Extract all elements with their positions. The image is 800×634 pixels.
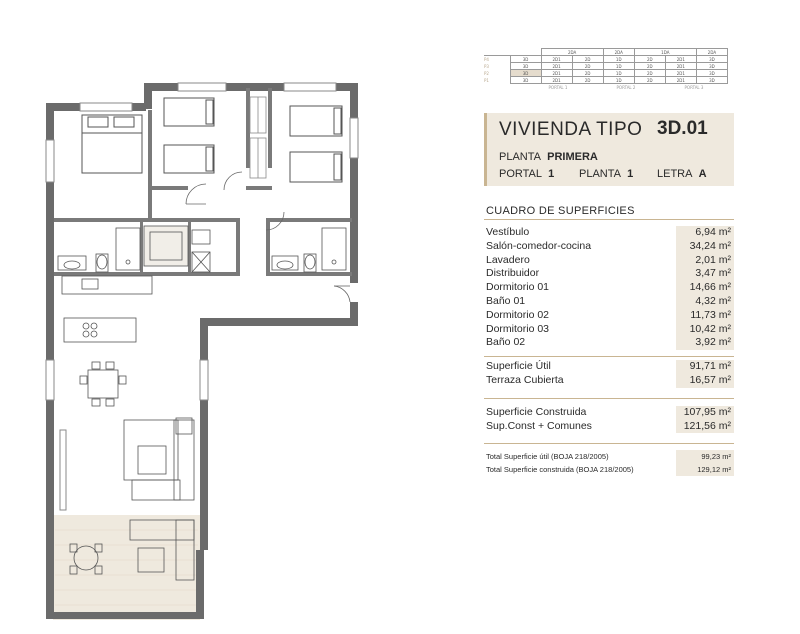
portal-label: PORTAL 3 (684, 85, 704, 90)
bed-double (82, 115, 142, 173)
room-row: Lavadero 2,01 m² (484, 254, 734, 268)
room-row: Distribuidor 3,47 m² (484, 267, 734, 281)
dining-table (80, 362, 126, 406)
built-area-row: Superficie Construida 107,95 m² (484, 406, 734, 420)
portal-label: PORTAL 2 (616, 85, 636, 90)
portal-label: PORTAL 1 (548, 85, 568, 90)
key-plan-head: 2DA (603, 49, 634, 56)
rooms-list (484, 226, 734, 350)
surfaces-table (484, 205, 734, 476)
room-row: Dormitorio 03 10,42 m² (484, 323, 734, 337)
room-row: Dormitorio 01 14,66 m² (484, 281, 734, 295)
useful-area-row: Superficie Útil 91,71 m² (484, 360, 734, 374)
room-row: Vestíbulo 6,94 m² (484, 226, 734, 240)
key-plan-row: P1 3D 2D1 2D 1D 2D 2D1 3D (484, 77, 728, 84)
key-plan-row: P3 3D 2D1 2D 1D 2D 2D1 3D (484, 63, 728, 70)
planta2-value: 1 (627, 168, 634, 180)
key-plan-head: 2DA (541, 49, 603, 56)
key-plan-header-row (484, 49, 728, 56)
portal-value: 1 (548, 168, 555, 180)
key-plan-head: 1DA (634, 49, 696, 56)
planta-value: PRIMERA (547, 151, 598, 163)
key-plan-portals (484, 85, 728, 90)
surfaces-heading: CUADRO DE SUPERFICIES (484, 205, 734, 220)
key-plan-table (484, 48, 728, 84)
terrace-area-row: Terraza Cubierta 16,57 m² (484, 374, 734, 388)
unit-code: 3D.01 (657, 118, 708, 139)
letra-label: LETRA (657, 168, 693, 180)
utility-box (192, 230, 210, 272)
kitchen-counter (62, 276, 152, 342)
key-plan-head: 2DA (696, 49, 727, 56)
boja-totals (484, 443, 734, 476)
unit-type-label: VIVIENDA TIPO (499, 119, 643, 140)
built-area-list (484, 398, 734, 434)
planta2-label: PLANTA (579, 168, 621, 180)
beds-twin-1 (164, 98, 214, 173)
floor-line (499, 151, 598, 163)
location-line (499, 168, 707, 180)
key-plan-row: P2 3D 2D1 2D 1D 2D 2D1 3D (484, 70, 728, 77)
key-plan-highlight-cell: 3D (510, 70, 541, 77)
key-plan-row: P4 3D 2D1 2D 1D 2D 2D1 3D (484, 56, 728, 63)
laundry-fixtures (144, 226, 188, 266)
building-key-plan (484, 48, 728, 90)
useful-area-list (484, 356, 734, 388)
beds-twin-2 (290, 106, 342, 182)
letra-value: A (698, 168, 707, 180)
portal-label: PORTAL (499, 168, 542, 180)
terrace-area (53, 515, 200, 620)
boja-built-row: Total Superficie construida (BOJA 218/2005) 129,12 m² (484, 463, 734, 476)
planta-label: PLANTA (499, 151, 541, 163)
wardrobes (250, 97, 266, 178)
sofa-set (124, 418, 194, 500)
room-row: Salón-comedor-cocina 34,24 m² (484, 240, 734, 254)
built-common-area-row: Sup.Const + Comunes 121,56 m² (484, 420, 734, 434)
unit-title-box (484, 113, 734, 186)
bathroom-1-fixtures (58, 228, 140, 272)
room-row: Dormitorio 02 11,73 m² (484, 309, 734, 323)
room-row: Baño 02 3,92 m² (484, 336, 734, 350)
room-row: Baño 01 4,32 m² (484, 295, 734, 309)
bathroom-2-fixtures (272, 228, 346, 272)
boja-useful-row: Total Superficie útil (BOJA 218/2005) 99,23 m² (484, 450, 734, 463)
